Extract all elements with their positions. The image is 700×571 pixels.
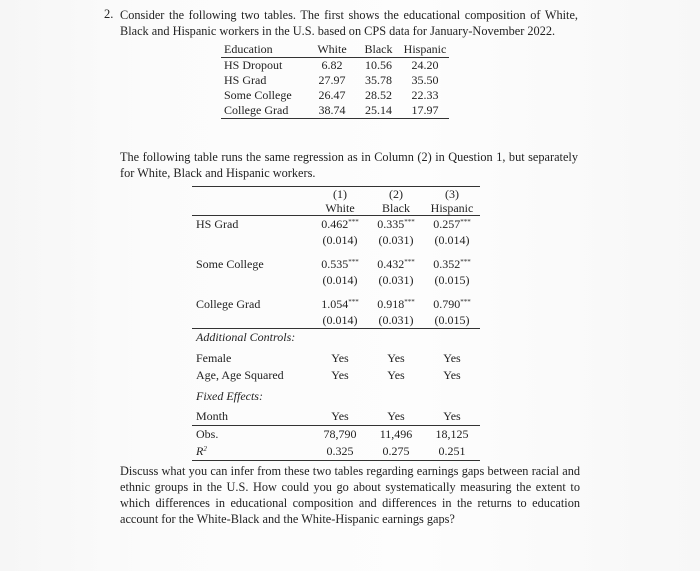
fixed-effect-value: Yes [443,409,461,423]
table1-cell: College Grad [221,103,308,119]
r-squared-value: 0.251 [424,443,480,461]
table1-header: Education [221,42,308,58]
table1-cell: 35.78 [365,73,392,87]
row-label: Some College [196,257,264,271]
table-row [192,443,480,461]
table-row [192,426,480,444]
observations-value: 18,125 [424,426,480,444]
fixed-effect-value: Yes [331,409,349,423]
table1-cell: 26.47 [318,88,346,102]
coefficient: 0.918*** [377,297,415,311]
column-name: Black [382,201,410,215]
standard-error: (0.015) [434,273,470,287]
table1-cell: 24.20 [411,58,439,72]
table1-header: Black [356,42,401,58]
r-squared-value: 0.275 [368,443,424,461]
table-row [192,273,480,288]
row-label: $R^2$ [192,443,312,461]
fixed-effects-label: Fixed Effects: [196,389,263,403]
coefficient: 0.257*** [424,216,480,234]
column-number: (1) [312,187,368,202]
control-value: Yes [331,351,349,365]
r-squared-value: 0.325 [312,443,368,461]
table1-cell: 10.56 [365,58,392,72]
question-intro-text: Consider the following two tables. The first shows the educational composition of White, Black and Hispanic workers in the U.S. based on CPS data for January-November 2022. [120,8,578,38]
standard-error: (0.014) [322,273,358,287]
coefficient: 0.335*** [368,216,424,234]
control-value: Yes [443,368,461,382]
control-value: Yes [387,368,405,382]
standard-error: (0.014) [434,233,470,247]
standard-error: (0.014) [322,313,358,327]
education-composition-table [221,42,449,119]
row-label: Age, Age Squared [196,368,284,382]
table-row [221,103,449,119]
table-row [192,313,480,329]
standard-error: (0.031) [378,273,414,287]
observations-value: 11,496 [368,426,424,444]
table1-header: White [308,42,356,58]
table1-cell: 17.97 [401,103,449,119]
table1-cell: 25.14 [356,103,401,119]
table-row [221,58,449,74]
column-name: Hispanic [430,201,474,215]
column-number: (2) [368,187,424,202]
fixed-effect-value: Yes [387,409,405,423]
control-value: Yes [331,368,349,382]
additional-controls-label: Additional Controls: [192,329,480,347]
row-label: Obs. [192,426,312,444]
coefficient: 0.790*** [433,297,471,311]
table1-cell: 38.74 [308,103,356,119]
table-row [221,88,449,103]
standard-error: (0.031) [378,233,414,247]
table-row [221,73,449,88]
regression-table [192,186,480,461]
table1-cell: HS Dropout [224,58,283,72]
coefficient: 0.352*** [433,257,471,271]
row-label: HS Grad [192,216,312,234]
standard-error: (0.015) [434,313,470,327]
regression-description-text: The following table runs the same regression as in Column (2) in Question 1, but separately for White, Black and Hispanic workers. [120,150,578,180]
control-value: Yes [387,351,405,365]
discussion-question-text: Discuss what you can infer from these two tables regarding earnings gaps between racial and ethnic groups in the U.S. How could you go about systematically measuring the extent to which differences in educational composition and differences in the returns to education account for the White-Black and the White-Hispanic earnings gaps? [120,464,580,526]
table1-cell: 27.97 [318,73,346,87]
table-row [192,216,480,234]
coefficient: 0.462*** [312,216,368,234]
control-value: Yes [443,351,461,365]
table-row [192,256,480,273]
table1-header: Hispanic [401,42,449,58]
table1-cell: 28.52 [365,88,392,102]
table1-cell: HS Grad [224,73,267,87]
table-row [192,296,480,313]
table1-cell: 35.50 [411,73,439,87]
observations-value: 78,790 [312,426,368,444]
column-number: (3) [424,187,480,202]
coefficient: 0.535*** [321,257,359,271]
coefficient: 0.432*** [377,257,415,271]
coefficient: 1.054*** [321,297,359,311]
column-name: White [325,201,355,215]
table-row [192,350,480,367]
row-label: Month [196,409,229,423]
table-row [192,367,480,384]
row-label: College Grad [196,297,261,311]
table-row [192,408,480,426]
table1-cell: 22.33 [411,88,439,102]
table-row [192,233,480,248]
question-number: 2. [104,7,114,21]
row-label: Female [196,351,232,365]
standard-error: (0.014) [322,233,358,247]
table1-cell: 6.82 [321,58,343,72]
standard-error: (0.031) [378,313,414,327]
table1-cell: Some College [224,88,292,102]
